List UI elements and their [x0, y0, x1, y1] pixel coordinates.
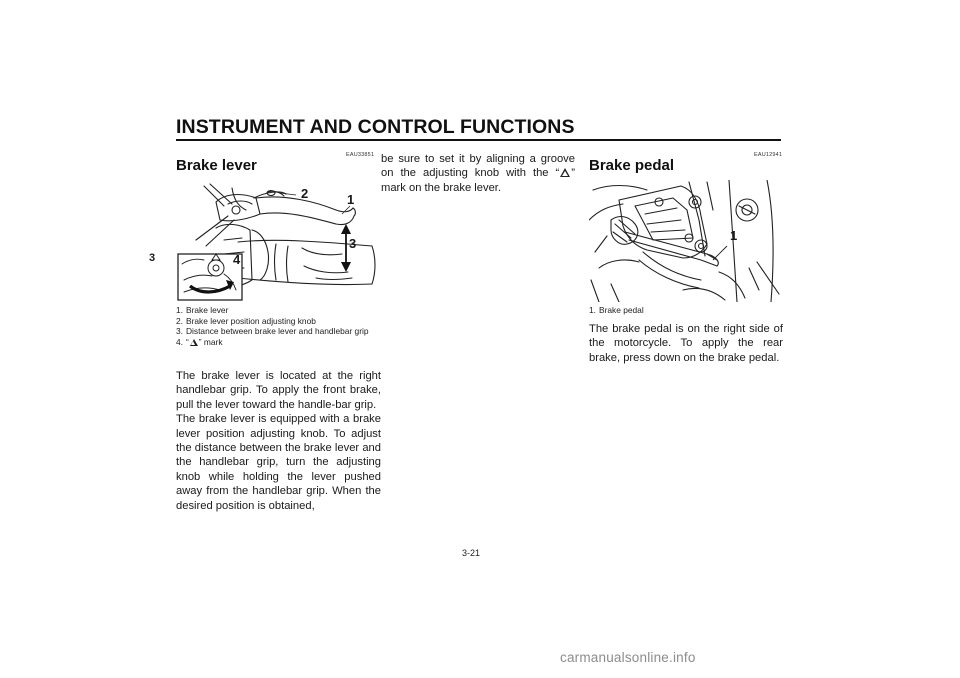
triangle-mark-icon: [560, 168, 570, 177]
caption-close-quote: ” mark: [198, 337, 223, 348]
brake-lever-paragraph-3: [381, 152, 575, 195]
figure-callout-1: 1: [730, 228, 738, 243]
brake-lever-heading: Brake lever: [176, 157, 257, 174]
brake-pedal-drawing: [589, 180, 785, 302]
caption-number: 3.: [176, 326, 183, 337]
caption-item: [176, 316, 381, 327]
figure-callout-4: 4: [233, 252, 241, 267]
caption-number: 1.: [176, 305, 183, 315]
caption-number: 2.: [176, 315, 183, 326]
brake-lever-section-code: EAU33851: [346, 152, 375, 158]
page-title: INSTRUMENT AND CONTROL FUNCTIONS: [176, 116, 575, 138]
continued-text-after: ” mark on the brake lever.: [381, 167, 575, 194]
triangle-mark-icon: [190, 339, 198, 346]
continued-text-before: be sure to set it by aligning a groove on the adjusting knob with the “: [381, 153, 575, 180]
brake-lever-paragraph-1: The brake lever is located at the right handlebar grip. To apply the front brake, pull the lever toward the handle-bar grip.: [176, 370, 381, 411]
brake-pedal-paragraph: The brake pedal is on the right side of the motorcycle. To apply the rear brake, press down on the brake pedal.: [589, 323, 783, 364]
brake-lever-paragraph-2: The brake lever is equipped with a brake lever position adjusting knob. To adjust the distance between the brake lever and the handlebar grip, turn the adjusting knob while holding the lever pushed away from the handlebar grip. When the desired position is obtained,: [176, 413, 381, 512]
caption-text: [186, 337, 381, 348]
brake-lever-drawing: [176, 180, 376, 302]
caption-number: 1.: [589, 305, 596, 315]
brake-pedal-caption-list: [589, 305, 785, 316]
brake-pedal-section-code: EAU12941: [754, 152, 783, 158]
figure-callout-1: 1: [347, 192, 355, 207]
brake-lever-caption-list: [176, 305, 381, 348]
caption-item: [589, 305, 785, 316]
caption-item: [176, 326, 381, 337]
caption-open-quote: “: [186, 337, 189, 348]
figure-callout-3: 3: [349, 236, 357, 251]
header-rule: [176, 139, 781, 141]
caption-number: 4.: [176, 337, 183, 348]
figure-callout-2: 2: [301, 186, 309, 201]
caption-item: [176, 305, 381, 316]
brake-lever-body: [176, 369, 381, 513]
brake-pedal-illustration: [589, 180, 785, 302]
caption-text: Brake lever position adjusting knob: [186, 315, 316, 326]
chapter-tab: 3: [148, 252, 156, 264]
caption-item: [176, 337, 381, 348]
caption-text: Brake pedal: [599, 305, 644, 315]
page-number: 3-21: [462, 548, 481, 558]
brake-pedal-body: [589, 322, 783, 365]
caption-text: Brake lever: [186, 305, 229, 315]
brake-lever-illustration: [176, 180, 376, 302]
brake-pedal-heading: Brake pedal: [589, 157, 675, 174]
brake-lever-continued: [381, 152, 575, 195]
caption-text: Distance between brake lever and handlebar grip: [186, 326, 369, 337]
watermark: carmanualsonline.info: [560, 650, 696, 665]
